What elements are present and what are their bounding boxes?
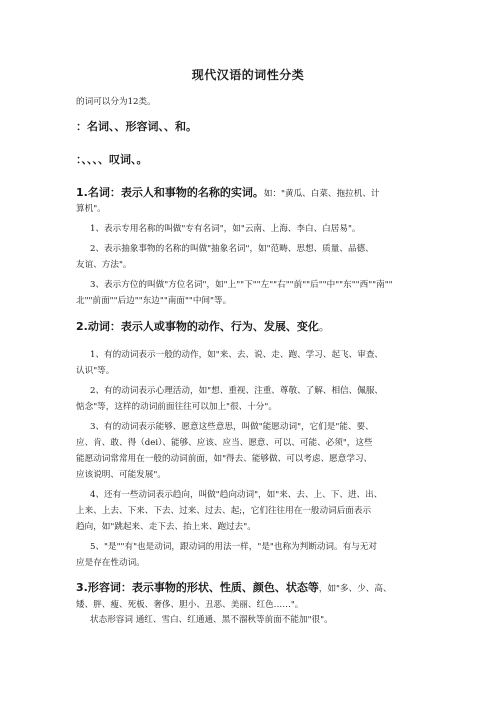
- section2-item-3-line-1: 3、有的动词表示能够、愿意这些意思，叫做"能愿动词"，它们是"能、要、: [90, 422, 374, 432]
- section3-note-cont: 矮、胖、瘦、死板、奢侈、胆小、丑恶、美丽、红色……"。: [76, 600, 304, 610]
- section2-heading-end: 。: [318, 320, 330, 333]
- section1-note-cont: 算机"。: [76, 204, 106, 214]
- section2-item-5-line-1: 5、"是""有"也是动词，跟动词的用法一样，"是"也称为判断动词。有与无对: [90, 542, 377, 552]
- section2-item-3-line-4: 应该说明、可能发展"。: [76, 470, 166, 480]
- section1-item-1-line-1: 1、表示专用名称的叫做"专有名词"，如"云南、上海、李白、白居易"。: [90, 224, 361, 234]
- section1-note: 如："黄瓜、白菜、拖拉机、计: [263, 189, 380, 199]
- section1-item-3-line-1: 3、表示方位的叫做"方位名词"，如"上""下""左""右""前""后""中""东""西""南"": [90, 280, 393, 290]
- section2-item-4-line-3: 趋向，如"跳起来、走下去、抬上来、跑过去"。: [76, 522, 256, 532]
- section1-item-2-line-1: 2、表示抽象事物的名称的叫做"抽象名词"，如"范畴、思想、质量、品德、: [90, 244, 374, 254]
- section3-heading: [76, 582, 436, 595]
- section3-heading-text: 3.形容词：表示事物的形状、性质、颜色、状态等: [76, 581, 319, 594]
- section1-item-2-line-2: 友谊、方法"。: [76, 260, 132, 270]
- section2-item-4-line-2: 上来、上去、下来、下去、过来、过去、起;，它们往往用在一般动词后面表示: [76, 506, 372, 516]
- section2-item-2-line-1: 2、有的动词表示心理活动，如"想、重视、注重、尊敬、了解、相信、佩服、: [90, 386, 384, 396]
- section2-heading-text: 2.动词：表示人或事物的动作、行为、发展、变化: [76, 320, 319, 333]
- section3-note-state: 状态形容词 通红、雪白、红通通、黑不溜秋等前面不能加"很"。: [90, 615, 333, 625]
- section2-item-1-line-2: 认识"等。: [76, 366, 115, 376]
- section2-item-3-line-3: 能愿动词常常用在一般的动词前面，如"得去、能够做、可以考虑、愿意学习、: [76, 454, 373, 464]
- section3-note: ，如"多、少、高、: [318, 584, 392, 594]
- section2-item-1-line-1: 1、有的动词表示一般的动作，如"来、去、说、走、跑、学习、起飞、审查、: [90, 350, 384, 360]
- summary-line-1: ：名词、、形容词、、和。: [76, 120, 197, 133]
- document-title: 现代汉语的词性分类: [191, 68, 305, 82]
- section2-item-5-line-2: 应是存在性动词。: [76, 558, 145, 568]
- summary-line-2: ：、、、、叹词、。: [76, 153, 148, 166]
- section1-item-3-line-2: 北""前面""后边""东边""南面""中间"等。: [76, 296, 232, 306]
- section2-heading: [76, 321, 436, 333]
- section1-heading: [76, 187, 436, 200]
- section2-item-2-line-2: 惦念"等，这样的动词前面往往可以加上"很、十分"。: [76, 402, 277, 412]
- section2-item-4-line-1: 4、还有一些动词表示趋向，叫做"趋向动词"，如"来、去、上、下、进、出、: [90, 490, 383, 500]
- intro-text: 的词可以分为12类。: [76, 97, 156, 107]
- section2-item-3-line-2: 应、肯、敢、得（dei）、能够、应该、应当、愿意、可以、可能、必须"，这些: [76, 438, 373, 448]
- section1-heading-text: 1.名词：表示人和事物的名称的实词。: [76, 186, 264, 199]
